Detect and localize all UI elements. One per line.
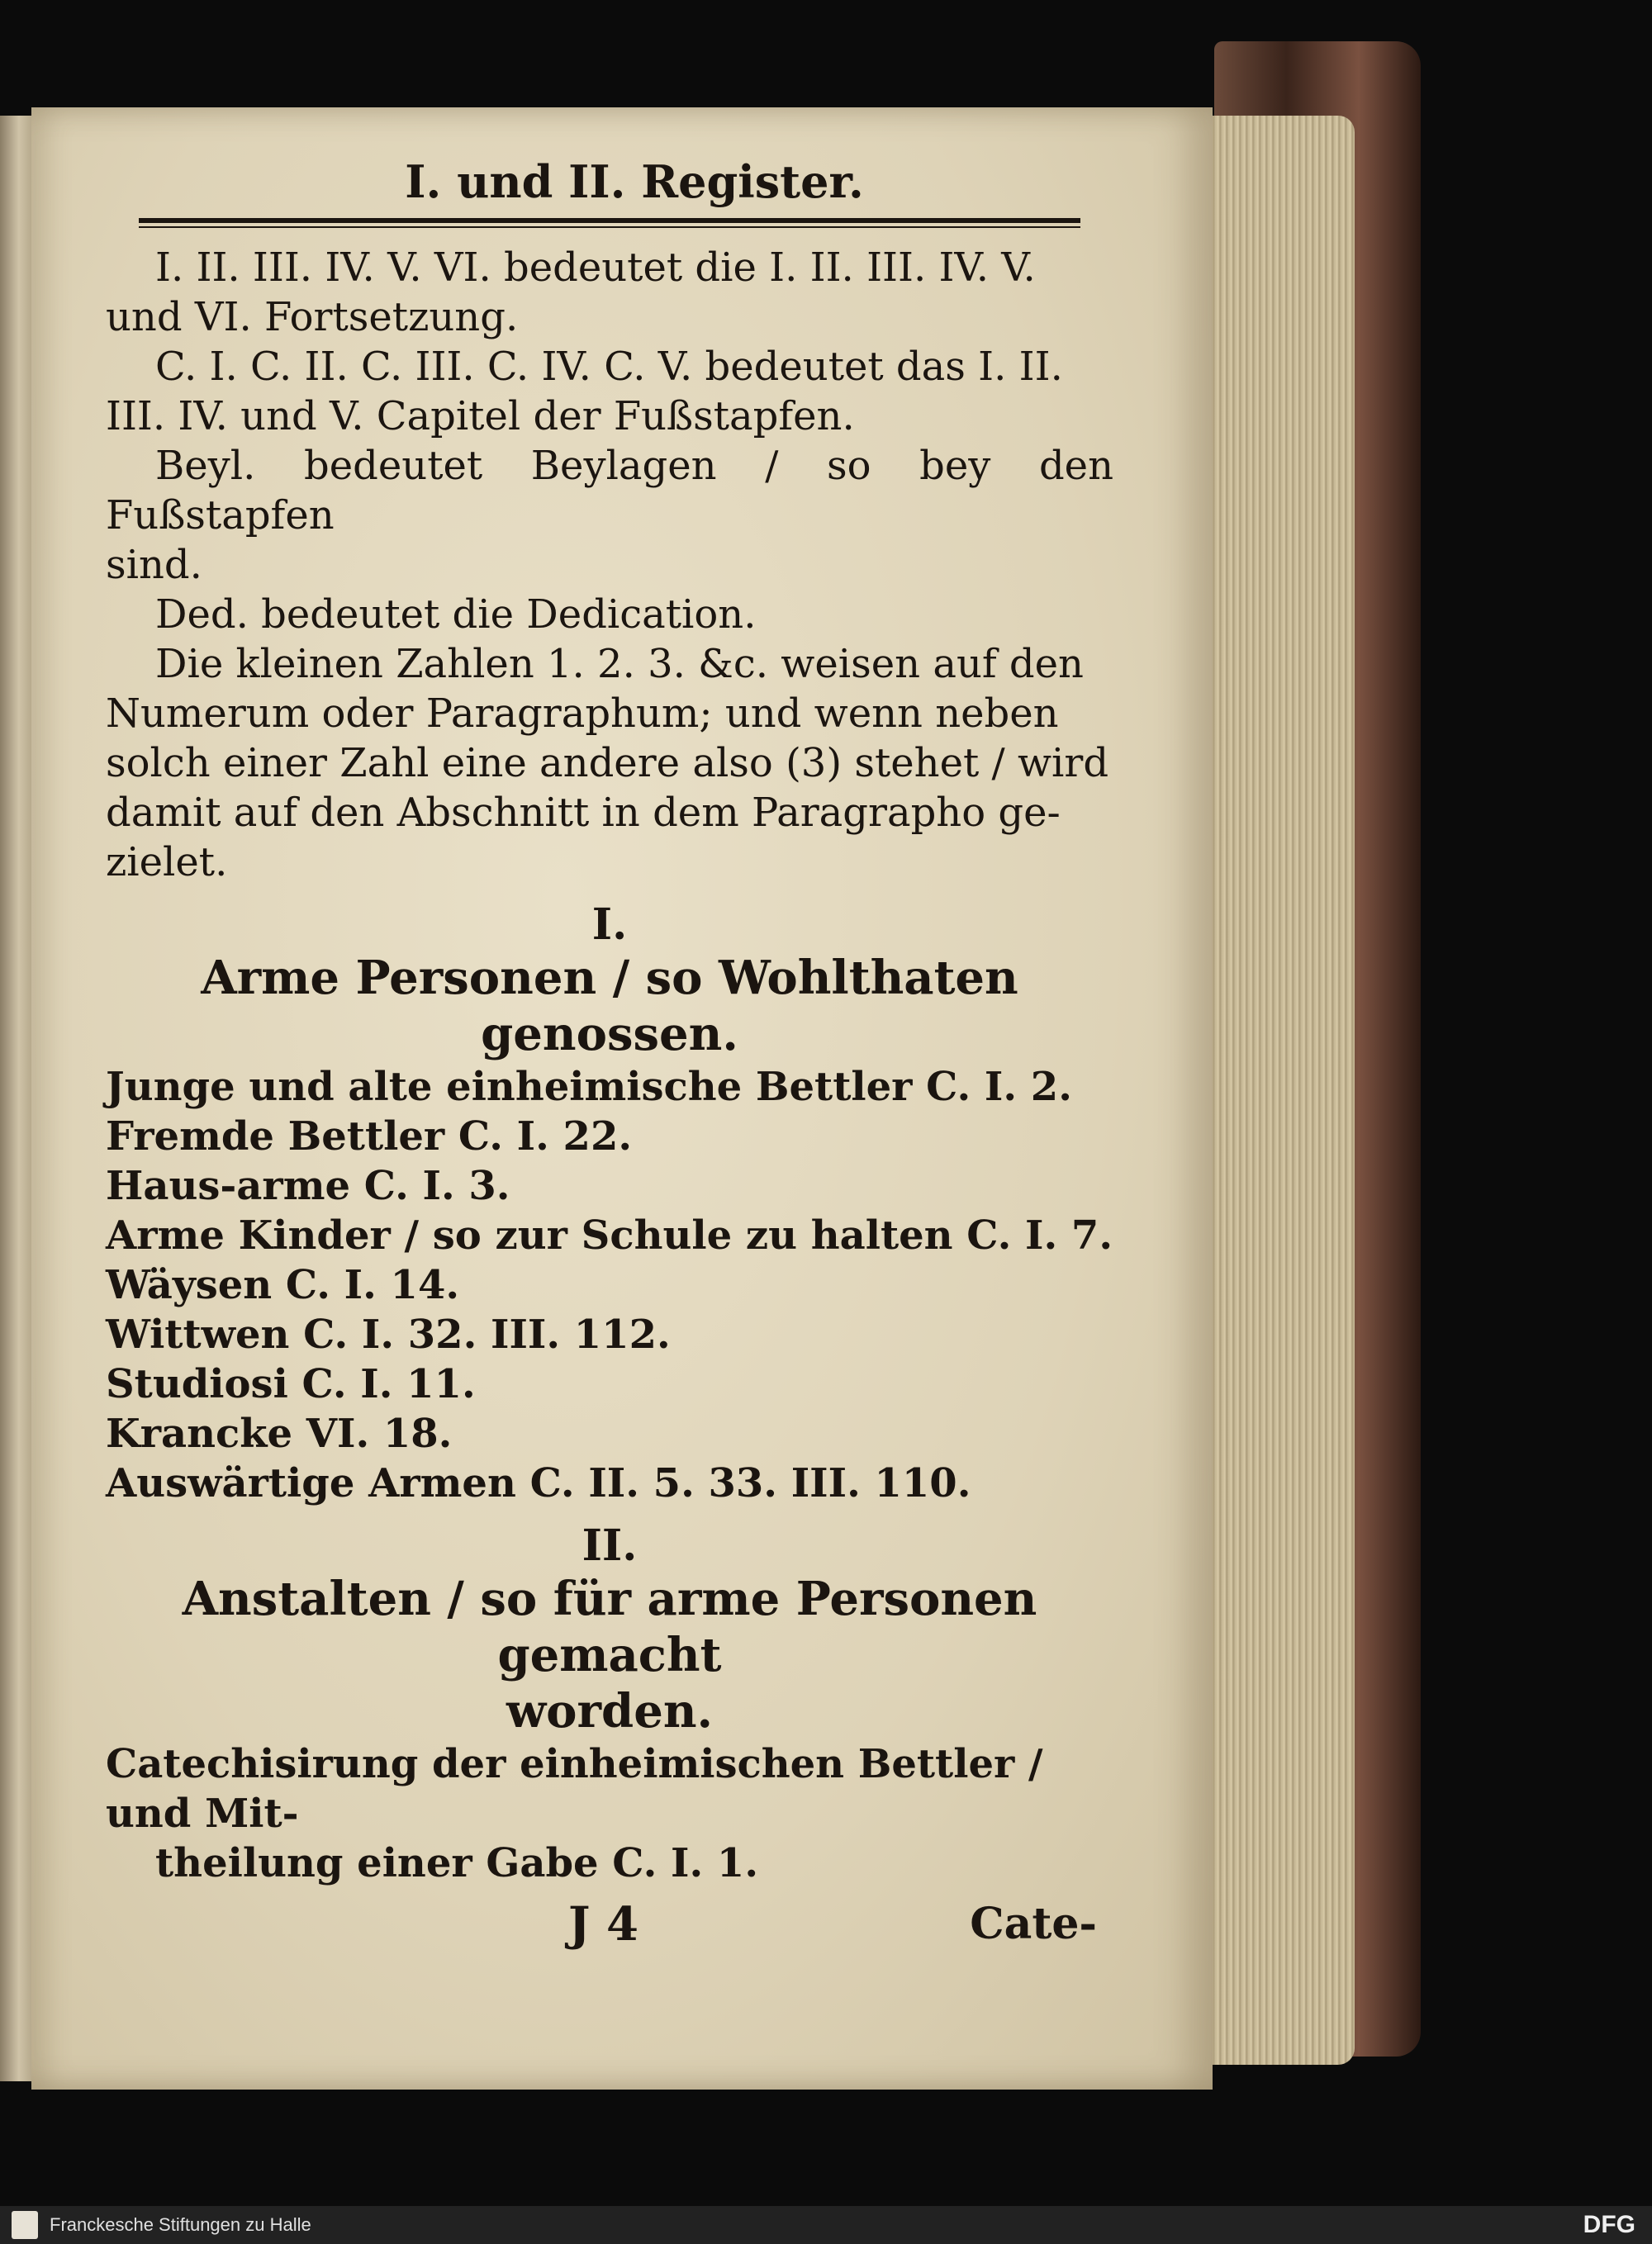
list-item: Catechisirung der einheimischen Bettler / und Mit- [106,1741,1043,1837]
intro-par-3 [106,441,1113,590]
intro-par-4 [106,590,1113,639]
intro-line: und VI. Fortsetzung. [106,294,519,340]
signature-mark: J 4 [568,1897,638,1952]
page-stack [1189,116,1355,2065]
list-item: Arme Kinder / so zur Schule zu halten C. I. 7. [106,1212,1113,1259]
list-item: Studiosi C. I. 11. [106,1361,476,1407]
intro-line: Numerum oder Paragraphum; und wenn neben [106,690,1059,737]
intro-par-2 [106,342,1113,441]
book-page [31,107,1213,2090]
intro-line: C. I. C. II. C. III. C. IV. C. V. bedeutet das I. II. [155,344,1063,390]
intro-line: III. IV. und V. Capitel der Fußstapfen. [106,393,855,439]
list-item-continuation: theilung einer Gabe C. I. 1. [155,1840,759,1886]
intro-line: damit auf den Abschnitt in dem Paragrapho ge- [106,790,1061,836]
left-page-edge [0,116,31,2081]
list-item: Wittwen C. I. 32. III. 112. [106,1312,671,1358]
credit-bar [0,2206,1652,2244]
section-2-title-line: worden. [506,1684,714,1739]
catchword: Cate- [970,1899,1097,1949]
section-2-number: II. [582,1521,638,1571]
intro-line: I. II. III. IV. V. VI. bedeutet die I. II. III. IV. V. [155,244,1036,291]
running-header: I. und II. Register. [405,155,864,208]
list-item: Junge und alte einheimische Bettler C. I. 2. [106,1064,1072,1110]
section-1-number: I. [591,899,628,950]
intro-line: Ded. bedeutet die Dedication. [155,591,757,638]
intro-line: zielet. [106,839,228,885]
section-1-title: Arme Personen / so Wohlthaten genossen. [201,951,1018,1061]
intro-line: Die kleinen Zahlen 1. 2. 3. &c. weisen auf den [155,641,1084,687]
list-item: Haus-arme C. I. 3. [106,1163,510,1209]
list-item: Fremde Bettler C. I. 22. [106,1113,633,1160]
dfg-logo: DFG [1583,2211,1635,2238]
page-footer [106,1897,1113,1957]
institution-logo-icon [12,2211,38,2239]
intro-line: solch einer Zahl eine andere also (3) stehet / wird [106,740,1109,786]
institution-name: Franckesche Stiftungen zu Halle [50,2214,311,2235]
intro-par-5 [106,639,1113,887]
list-item: Krancke VI. 18. [106,1411,453,1457]
list-item: Wäysen C. I. 14. [106,1262,460,1308]
intro-line: sind. [106,542,202,588]
page-text [106,157,1113,1957]
list-item: Auswärtige Armen C. II. 5. 33. III. 110. [106,1460,971,1506]
section-2-title [106,1571,1113,1739]
intro-par-1 [106,243,1113,342]
section-2-title-line: Anstalten / so für arme Personen gemacht [182,1572,1037,1682]
header-rule [139,218,1080,228]
intro-line: Beyl. bedeutet Beylagen / so bey den Fußstapfen [106,443,1113,538]
